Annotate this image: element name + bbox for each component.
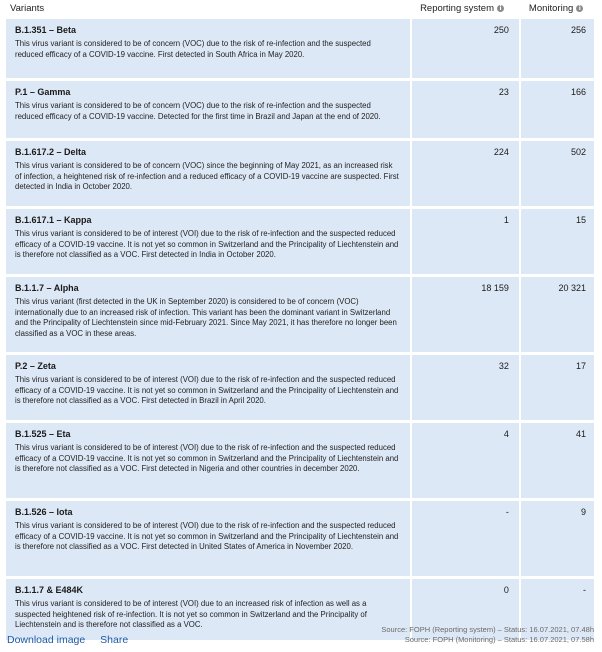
monitoring-value: 256: [521, 19, 594, 81]
source-monitoring: Source: FOPH (Monitoring) – Status: 16.07.2021, 07.58h: [404, 635, 594, 644]
table-row: [6, 19, 594, 81]
variant-cell: [6, 355, 412, 423]
table-row: [6, 277, 594, 355]
footer-actions: [7, 634, 140, 646]
table-row: [6, 81, 594, 141]
variant-name: B.1.1.7 – Alpha: [15, 283, 79, 293]
variant-description: This virus variant is considered to be of concern (VOC) due to the risk of re-infection and the suspected reduced efficacy of a COVID-19 vaccine. Detected for the first time in Brazil and Japan at the end of 2020.: [15, 101, 381, 121]
variant-name: B.1.351 – Beta: [15, 25, 77, 35]
variant-cell: [6, 81, 412, 141]
variant-description: This virus variant is considered to be of interest (VOI) due to an increased risk of infection as well as a suspected heightened risk of re-infection. It is not yet so common in Switzerland and the Principality of Liechtenstein and is therefore not classified as a VOC.: [15, 599, 367, 629]
monitoring-value: 41: [521, 423, 594, 501]
variant-description: This virus variant (first detected in the UK in September 2020) is considered to be of concern (VOC) internationally due to an increased risk of infection. This variant has been the dominant variant in Switzerland and the Principality of Liechtenstein since mid-February 2021. Since May 2021, it has therefore no longer been classified as a VOC in these areas.: [15, 297, 397, 338]
variant-description: This virus variant is considered to be of interest (VOI) due to the risk of re-infection and the suspected reduced efficacy of a COVID-19 vaccine. It is not yet so common in Switzerland and the Principality of Liechtenstein and is therefore not classified as a VOC. First detected in United States of America in November 2020.: [15, 521, 399, 551]
info-icon[interactable]: i: [497, 5, 504, 12]
variant-cell: [6, 501, 412, 579]
variants-table: [6, 0, 594, 643]
variant-cell: [6, 423, 412, 501]
monitoring-value: 166: [521, 81, 594, 141]
variant-name: B.1.1.7 & E484K: [15, 585, 84, 595]
info-icon[interactable]: i: [576, 5, 583, 12]
variant-name: B.1.617.1 – Kappa: [15, 215, 92, 225]
reporting-value: 23: [412, 81, 521, 141]
monitoring-value: 9: [521, 501, 594, 579]
source-reporting: Source: FOPH (Reporting system) – Status: 16.07.2021, 07.48h: [381, 625, 594, 634]
variant-description: This virus variant is considered to be of concern (VOC) since the beginning of May 2021, as an increased risk of infection, a heightened risk of re-infection and a reduced efficacy of a COVID-19 vaccine are suspected. First detected in India in October 2020.: [15, 161, 399, 191]
header-monitoring: [521, 0, 594, 19]
table-row: [6, 141, 594, 209]
header-reporting-system: [412, 0, 521, 19]
source-notes: [381, 625, 594, 645]
reporting-value: -: [412, 501, 521, 579]
reporting-value: 18 159: [412, 277, 521, 355]
table-header-row: [6, 0, 594, 19]
variant-name: B.1.525 – Eta: [15, 429, 71, 439]
variant-cell: [6, 277, 412, 355]
table-row: [6, 209, 594, 277]
variant-name: P.1 – Gamma: [15, 87, 71, 97]
monitoring-value: -: [521, 579, 594, 643]
variant-description: This virus variant is considered to be of concern (VOC) due to the risk of re-infection and the suspected reduced efficacy of a COVID-19 vaccine. First detected in South Africa in May 2020.: [15, 39, 371, 59]
header-reporting-label: Reporting system: [420, 3, 494, 14]
reporting-value: 4: [412, 423, 521, 501]
variant-description: This virus variant is considered to be of interest (VOI) due to the risk of re-infection and the suspected reduced efficacy of a COVID-19 vaccine. It is not yet so common in Switzerland and the Principality of Liechtenstein and is therefore not classified as a VOC. First detected in India in October 2020.: [15, 229, 399, 259]
variant-cell: [6, 19, 412, 81]
table-row: [6, 501, 594, 579]
header-variants: Variants: [6, 0, 412, 19]
monitoring-value: 17: [521, 355, 594, 423]
download-image-link[interactable]: Download image: [7, 634, 86, 646]
table-row: [6, 423, 594, 501]
monitoring-value: 20 321: [521, 277, 594, 355]
monitoring-value: 15: [521, 209, 594, 277]
variant-description: This virus variant is considered to be of interest (VOI) due to the risk of re-infection and the suspected reduced efficacy of a COVID-19 vaccine. It is not yet so common in Switzerland and the Principality of Liechtenstein and is therefore not classified as a VOC. First detected in Brazil in April 2020.: [15, 375, 399, 405]
variant-cell: [6, 141, 412, 209]
variant-name: P.2 – Zeta: [15, 361, 56, 371]
reporting-value: 1: [412, 209, 521, 277]
variant-name: B.1.617.2 – Delta: [15, 147, 87, 157]
reporting-value: 224: [412, 141, 521, 209]
monitoring-value: 502: [521, 141, 594, 209]
table-row: [6, 355, 594, 423]
header-monitoring-label: Monitoring: [528, 3, 574, 14]
variant-description: This virus variant is considered to be of interest (VOI) due to the risk of re-infection and the suspected reduced efficacy of a COVID-19 vaccine. It is not yet so common in Switzerland and the Principality of Liechtenstein and is therefore not classified as a VOC. First detected in Nigeria and other countries in december 2020.: [15, 443, 399, 473]
reporting-value: 250: [412, 19, 521, 81]
variant-name: B.1.526 – Iota: [15, 507, 73, 517]
variant-cell: [6, 209, 412, 277]
reporting-value: 0: [412, 579, 521, 643]
share-link[interactable]: Share: [100, 634, 129, 646]
reporting-value: 32: [412, 355, 521, 423]
